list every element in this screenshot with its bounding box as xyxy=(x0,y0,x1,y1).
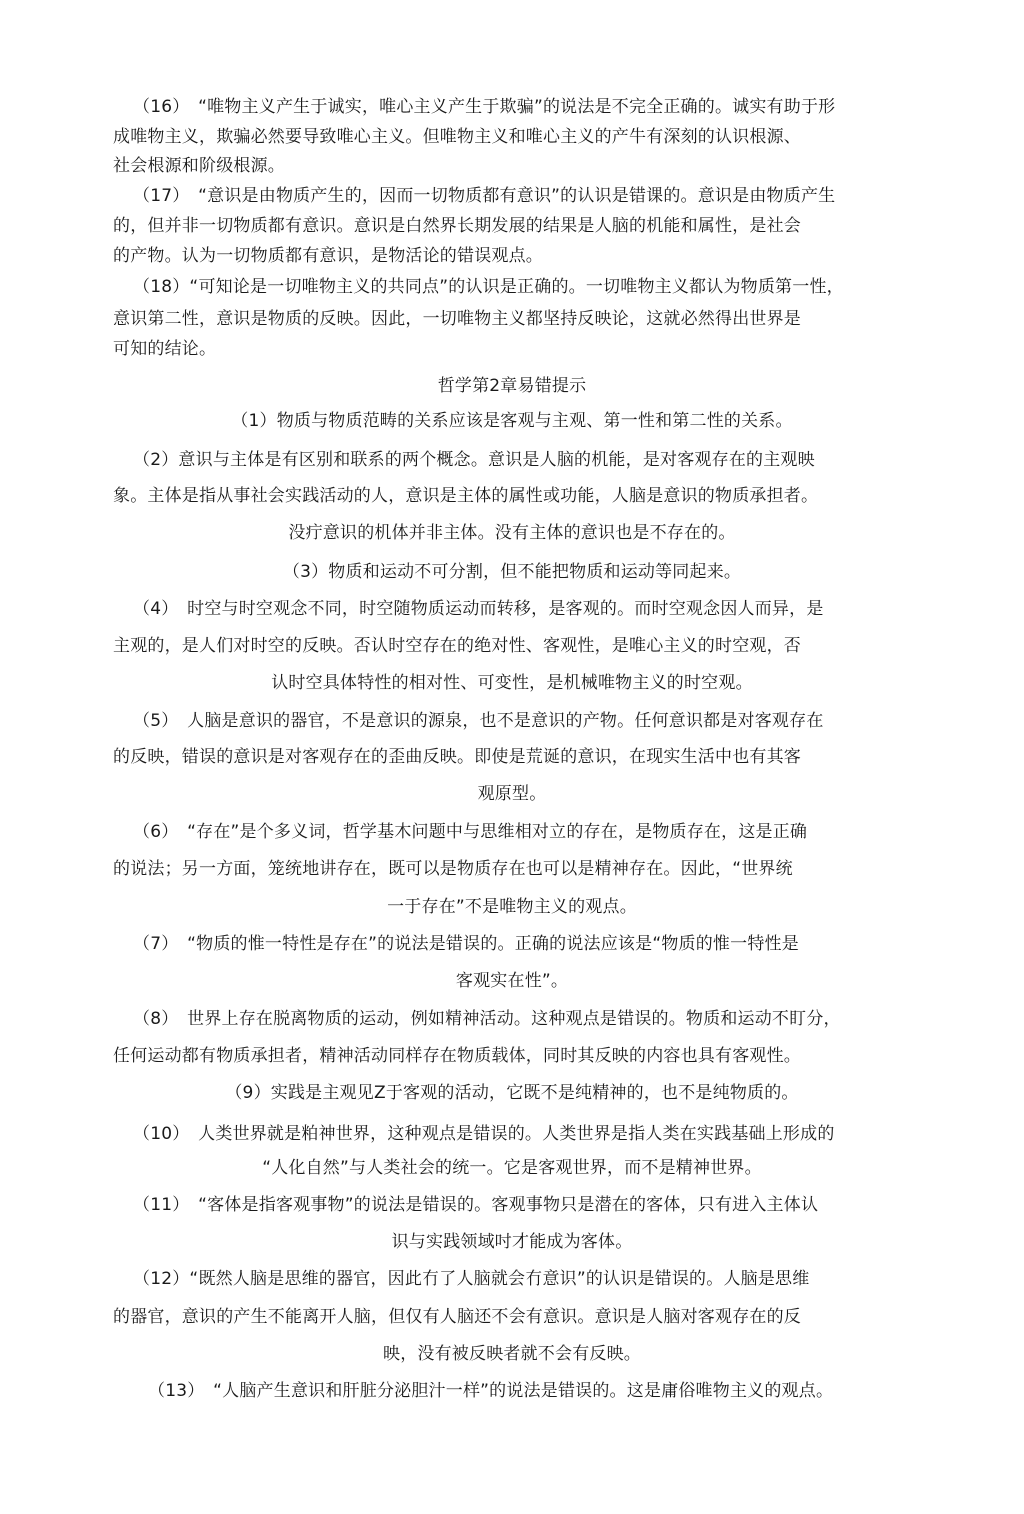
text-line: 的，但并非一切物质都有意识。意识是白然界长期发展的结果是人脑的机能和属性，是社会 xyxy=(113,216,801,236)
text-line: （17） “意识是由物质产生的，因而一切物质都有意识”的认识是错课的。意识是由物质产生 xyxy=(133,186,836,206)
text-line: 一于存在”不是唯物主义的观点。 xyxy=(387,897,637,917)
text-line: 任何运动都有物质承担者，精神活动同样存在物质载体，同时其反映的内容也具有客观性。 xyxy=(113,1046,801,1066)
text-line: 映，没有被反映者就不会有反映。 xyxy=(383,1344,641,1364)
text-line: 的产物。认为一切物质都有意识，是物活论的错误观点。 xyxy=(113,246,543,266)
text-line: 认时空具体特性的相对性、可变性，是机械唯物主义的时空观。 xyxy=(271,673,753,693)
text-line: 意识第二性，意识是物质的反映。因此，一切唯物主义都坚持反映论，这就必然得出世界是 xyxy=(113,309,801,329)
text-line: （18）“可知论是一切唯物主义的共同点”的认识是正确的。一切唯物主义都认为物质第一性， xyxy=(133,277,844,297)
text-line: （6） “存在”是个多义词，哲学基木问题中与思维相对立的存在，是物质存在，这是正确 xyxy=(133,822,808,842)
text-line: （10） 人类世界就是粕神世界，这种观点是错误的。人类世界是指人类在实践基础上形成的 xyxy=(133,1124,835,1144)
text-line: （5） 人脑是意识的器官，不是意识的源泉，也不是意识的产物。任何意识都是对客观存在 xyxy=(133,711,824,731)
text-line: 的反映，错误的意识是对客观存在的歪曲反映。即使是荒诞的意识，在现实生活中也有其客 xyxy=(113,747,801,767)
text-line: （16） “唯物主义产生于诚实，唯心主义产生于欺骗”的说法是不完全正确的。诚实有助于形 xyxy=(133,97,836,117)
text-line: （8） 世界上存在脱离物质的运动，例如精神活动。这种观点是错误的。物质和运动不盯分， xyxy=(133,1009,841,1029)
text-line: （7） “物质的惟一特性是存在”的说法是错误的。正确的说法应该是“物质的惟一特性是 xyxy=(133,934,799,954)
text-line: （11） “客体是指客观事物”的说法是错误的。客观事物只是潜在的客体，只有进入主体认 xyxy=(133,1195,819,1215)
text-line: 可知的结论。 xyxy=(113,339,217,359)
text-line: （1）物质与物质范畴的关系应该是客观与主观、第一性和第二性的关系。 xyxy=(231,411,793,431)
text-line: 主观的，是人们对时空的反映。否认时空存在的绝对性、客观性，是唯心主义的时空观，否 xyxy=(113,636,801,656)
text-line: 的说法；另一方面，笼统地讲存在，既可以是物质存在也可以是精神存在。因此，“世界统 xyxy=(113,859,793,879)
text-line: “人化自然”与人类社会的统一。它是客观世界，而不是精神世界。 xyxy=(262,1158,762,1178)
text-line: 客观实在性”。 xyxy=(455,971,569,991)
text-line: 识与实践领域吋才能成为客体。 xyxy=(391,1232,633,1252)
section-title: 哲学第2章易错提示 xyxy=(437,376,587,396)
text-line: 成唯物主义，欺骗必然要导致唯心主义。但唯物主义和唯心主义的产牛有深刻的认识根源、 xyxy=(113,127,801,147)
text-line: 象。主体是指从事社会实践活动的人，意识是主体的属性或功能，人脑是意识的物质承担者。 xyxy=(113,486,819,506)
text-line: （12）“既然人脑是思维的器官，因此冇了人脑就会冇意识”的认识是错误的。人脑是思维 xyxy=(133,1269,810,1289)
text-line: （13） “人脑产生意识和肝脏分泌胆汁一样”的说法是错误的。这是庸俗唯物主义的观点。 xyxy=(148,1381,834,1401)
text-line: 没疔意识的机体并非主体。没有主体的意识也是不存在的。 xyxy=(288,523,736,543)
text-line: （9）实践是主观见Z于客观的活动，它既不是纯精神的，也不是纯物质的。 xyxy=(225,1083,799,1103)
text-line: （2）意识与主体是有区别和联系的两个概念。意识是人脑的机能，是对客观存在的主观映 xyxy=(133,450,815,470)
text-line: 社会根源和阶级根源。 xyxy=(113,156,285,176)
text-line: （3）物质和运动不可分割，但不能把物质和运动等同起来。 xyxy=(282,562,742,582)
text-line: 观原型。 xyxy=(477,784,547,804)
text-line: （4） 时空与时空观念不同，时空随物质运动而转移，是客观的。而时空观念因人而异，是 xyxy=(133,599,824,619)
text-line: 的器官，意识的产生不能离开人脑，但仅有人脑还不会有意识。意识是人脑对客观存在的反 xyxy=(113,1307,801,1327)
